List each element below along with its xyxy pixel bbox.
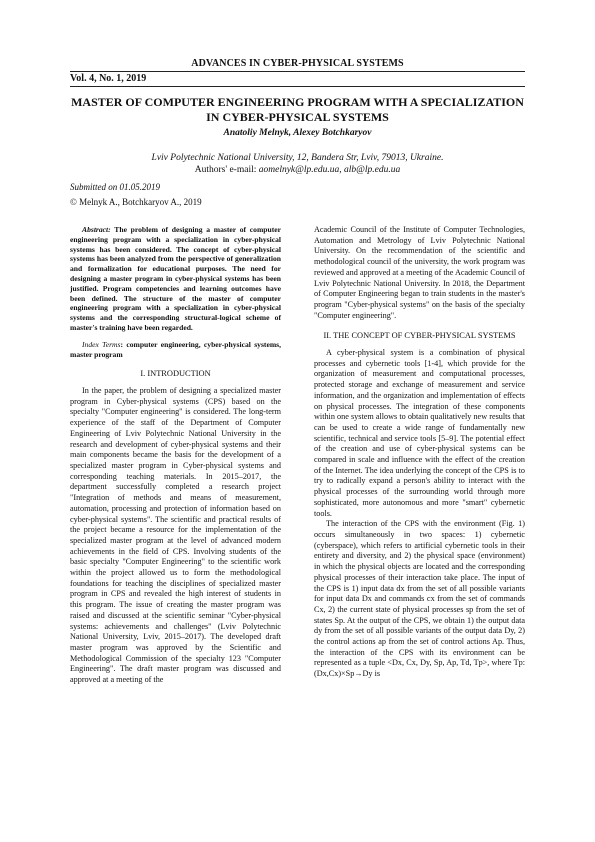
- title-rule: [70, 86, 525, 87]
- intro-paragraph: In the paper, the problem of designing a specialized master program in Cyber-physical systems (CPS) based on the specialty "Computer engineering" is considered. The long-term experience of the staff of the Department of Computer Engineering of Lviv Polytechnic National University in the research and development of cyber-physical systems and their main components became the basis for the development of a specialized master program in Cyber-physical systems and corresponding teaching materials. In 2015–2017, the department successfully completed a research project "Integration of methods and means of measurement, automation, processing and protection of information based on cyber-physical systems". The scientific and practical results of the project became a resource for the implementation of the specialized master program at the level of advanced modern achievements in the field of CPS. Involving students of the basic specialty "Computer Engineering" to the scientific work within the project allowed us to form the methodological foundations for teaching the disciplines of specialized master program in CPS and revealed the high interest of students in this program. The issue of creating the master program was raised and discussed at the scientific seminar "Cyber-physical systems: achievements and challenges" (Lviv Polytechnic National University, Lviv, 2015–2017). The developed draft master program was approved by the Scientific and Methodological Commission of the specialty 123 "Computer Engineering". The draft master program was discussed and approved at a meeting of the: [70, 386, 281, 685]
- right-column: [314, 225, 525, 680]
- journal-name: ADVANCES IN CYBER-PHYSICAL SYSTEMS: [191, 58, 404, 69]
- header-rule: [70, 71, 525, 72]
- concept-paragraph-2: The interaction of the CPS with the environment (Fig. 1) occurs simultaneously in two spaces: 1) cybernetic (cyberspace), which refers to artificial cybernetic tools in their entirety and diversity, and 2) the physical space (environment) in which the physical objects are located and the corresponding physical processes of their interaction take place. The input of the CPS is 1) input data dx from the set of all possible variants for input data Dx and commands cx from the set of commands Cx, 2) the current state of physical processes sp from the set of states Sp. At the output of the CPS, we obtain 1) the output data dy from the set of all possible variants of the output data Dy, 2) the control actions ap from the set of control actions Ap. Thus, the interaction of the CPS with its environment can be represented as a tuple <Dx, Cx, Dy, Sp, Ap, Td, Tp>, where Tp:(Dx,Cx)×Sp→Dy is: [314, 519, 525, 679]
- abstract: [70, 225, 281, 333]
- author-emails: [70, 164, 525, 176]
- intro-heading: I. INTRODUCTION: [140, 369, 211, 379]
- abstract-label: Abstract:: [82, 225, 111, 234]
- volume-info: Vol. 4, No. 1, 2019: [70, 73, 147, 84]
- concept-paragraph-1: A cyber-physical system is a combination of physical processes and cybernetic tools [1-4], which provide for the organization of measurement and computational processes, protected storage and exchange of measurement and service information, and the organization and implementation of effects on physical processes. The integration of these components within one system allows to obtain qualitatively new results that can be used to create a wide range of fundamentally new scientific, technical and service tools [5–9]. The potential effect of the creation and use of cyber-physical systems can be compared in scale and influence with the effect of the creation of the Internet. The idea underlying the concept of the CPS is to try to radically expand a person's ability to interact with the physical processes of the surrounding world through more sophisticated, more autonomous and more "smart" cybernetic tools.: [314, 348, 525, 518]
- index-terms-label: Index Terms: [82, 339, 121, 349]
- left-column: [70, 225, 281, 686]
- affiliation-block: [70, 152, 525, 176]
- affiliation: Lviv Polytechnic National University, 12, Bandera Str, Lviv, 79013, Ukraine.: [151, 153, 444, 163]
- authors: Anatoliy Melnyk, Alexey Botchkaryov: [223, 128, 372, 138]
- emails: aomelnyk@lp.edu.ua, alb@lp.edu.ua: [258, 165, 401, 175]
- intro-continuation: Academic Council of the Institute of Computer Technologies, Automation and Metrology of Lviv Polytechnic National University. On the recommendation of the scientific and methodological council of the university, the work program was reviewed and approved at a meeting of the Academic Council of Lviv Polytechnic National University. In 2018, the Department of Computer Engineering began to train students in the master's program "Cyber-physical systems" on the basis of the specialty "Computer engineering".: [314, 225, 525, 320]
- emails-label: Authors' e-mail:: [194, 165, 259, 175]
- abstract-text: The problem of designing a master of computer engineering program with a specialization in cyber-physical systems has been considered. The concept of cyber-physical systems has been analyzed from the perspective of generalization and formalization for educational purposes. The need for designing a master program in cyber-physical systems has been justified. Program competencies and learning outcomes have been defined. The structure of the master of computer engineering program with a specialization in cyber-physical systems and the corresponding structural-logical scheme of master's training have been regarded.: [70, 225, 281, 332]
- index-terms-text: : computer engineering, cyber-physical systems, master program: [70, 339, 281, 359]
- copyright: © Melnyk A., Botchkaryov A., 2019: [70, 197, 202, 207]
- concept-heading: II. THE CONCEPT OF CYBER-PHYSICAL SYSTEMS: [323, 331, 516, 341]
- index-terms: [70, 340, 281, 360]
- submitted-date: Submitted on 01.05.2019: [70, 182, 160, 192]
- paper-title: MASTER OF COMPUTER ENGINEERING PROGRAM WITH A SPECIALIZATION IN CYBER-PHYSICAL SYSTEMS: [71, 95, 524, 124]
